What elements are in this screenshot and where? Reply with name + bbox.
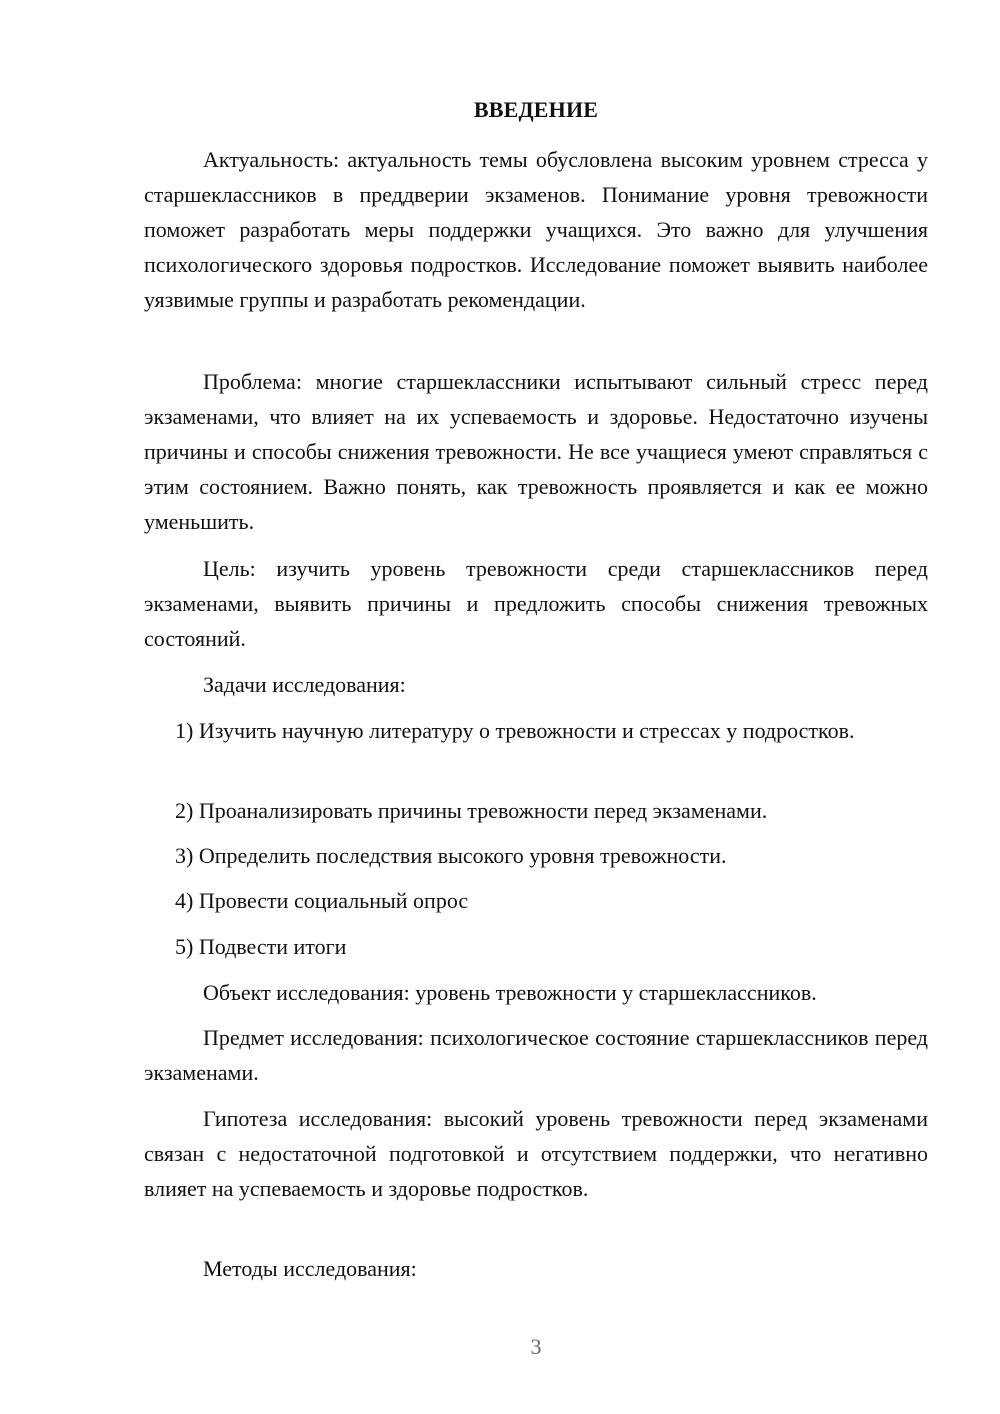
- relevance-paragraph: Актуальность: актуальность темы обусловлена высоким уровнем стресса у старшеклассников в преддверии экзаменов. Понимание уровня тревожности поможет разработать меры поддержки учащихся. Это важно для улучшения психологического здоровья подростков. Исследование поможет выявить наиболее уязвимые группы и разработать рекомендации.: [144, 147, 928, 312]
- task-item-3: 3) Определить последствия высокого уровня тревожности.: [175, 843, 727, 868]
- page-number: 3: [530, 1334, 542, 1359]
- task-item-2: 2) Проанализировать причины тревожности перед экзаменами.: [175, 798, 768, 823]
- section-heading: ВВЕДЕНИЕ: [473, 97, 599, 122]
- tasks-label: Задачи исследования:: [203, 672, 406, 697]
- task-item-4: 4) Провести социальный опрос: [175, 888, 469, 913]
- problem-paragraph: Проблема: многие старшеклассники испытывают сильный стресс перед экзаменами, что влияет на их успеваемость и здоровье. Недостаточно изучены причины и способы снижения тревожности. Не все учащиеся умеют справляться с этим состоянием. Важно понять, как тревожность проявляется и как ее можно уменьшить.: [144, 369, 928, 534]
- subject-paragraph: Предмет исследования: психологическое состояние старшеклассников перед экзаменами.: [144, 1025, 928, 1085]
- task-item-1: 1) Изучить научную литературу о тревожности и стрессах у подростков.: [175, 718, 855, 743]
- goal-paragraph: Цель: изучить уровень тревожности среди старшеклассников перед экзаменами, выявить причины и предложить способы снижения тревожных состояний.: [144, 556, 928, 651]
- task-item-5: 5) Подвести итоги: [175, 934, 347, 959]
- hypothesis-paragraph: Гипотеза исследования: высокий уровень тревожности перед экзаменами связан с недостаточной подготовкой и отсутствием поддержки, что негативно влияет на успеваемость и здоровье подростков.: [144, 1106, 928, 1201]
- methods-label: Методы исследования:: [203, 1256, 417, 1281]
- object-line: Объект исследования: уровень тревожности у старшеклассников.: [203, 980, 817, 1005]
